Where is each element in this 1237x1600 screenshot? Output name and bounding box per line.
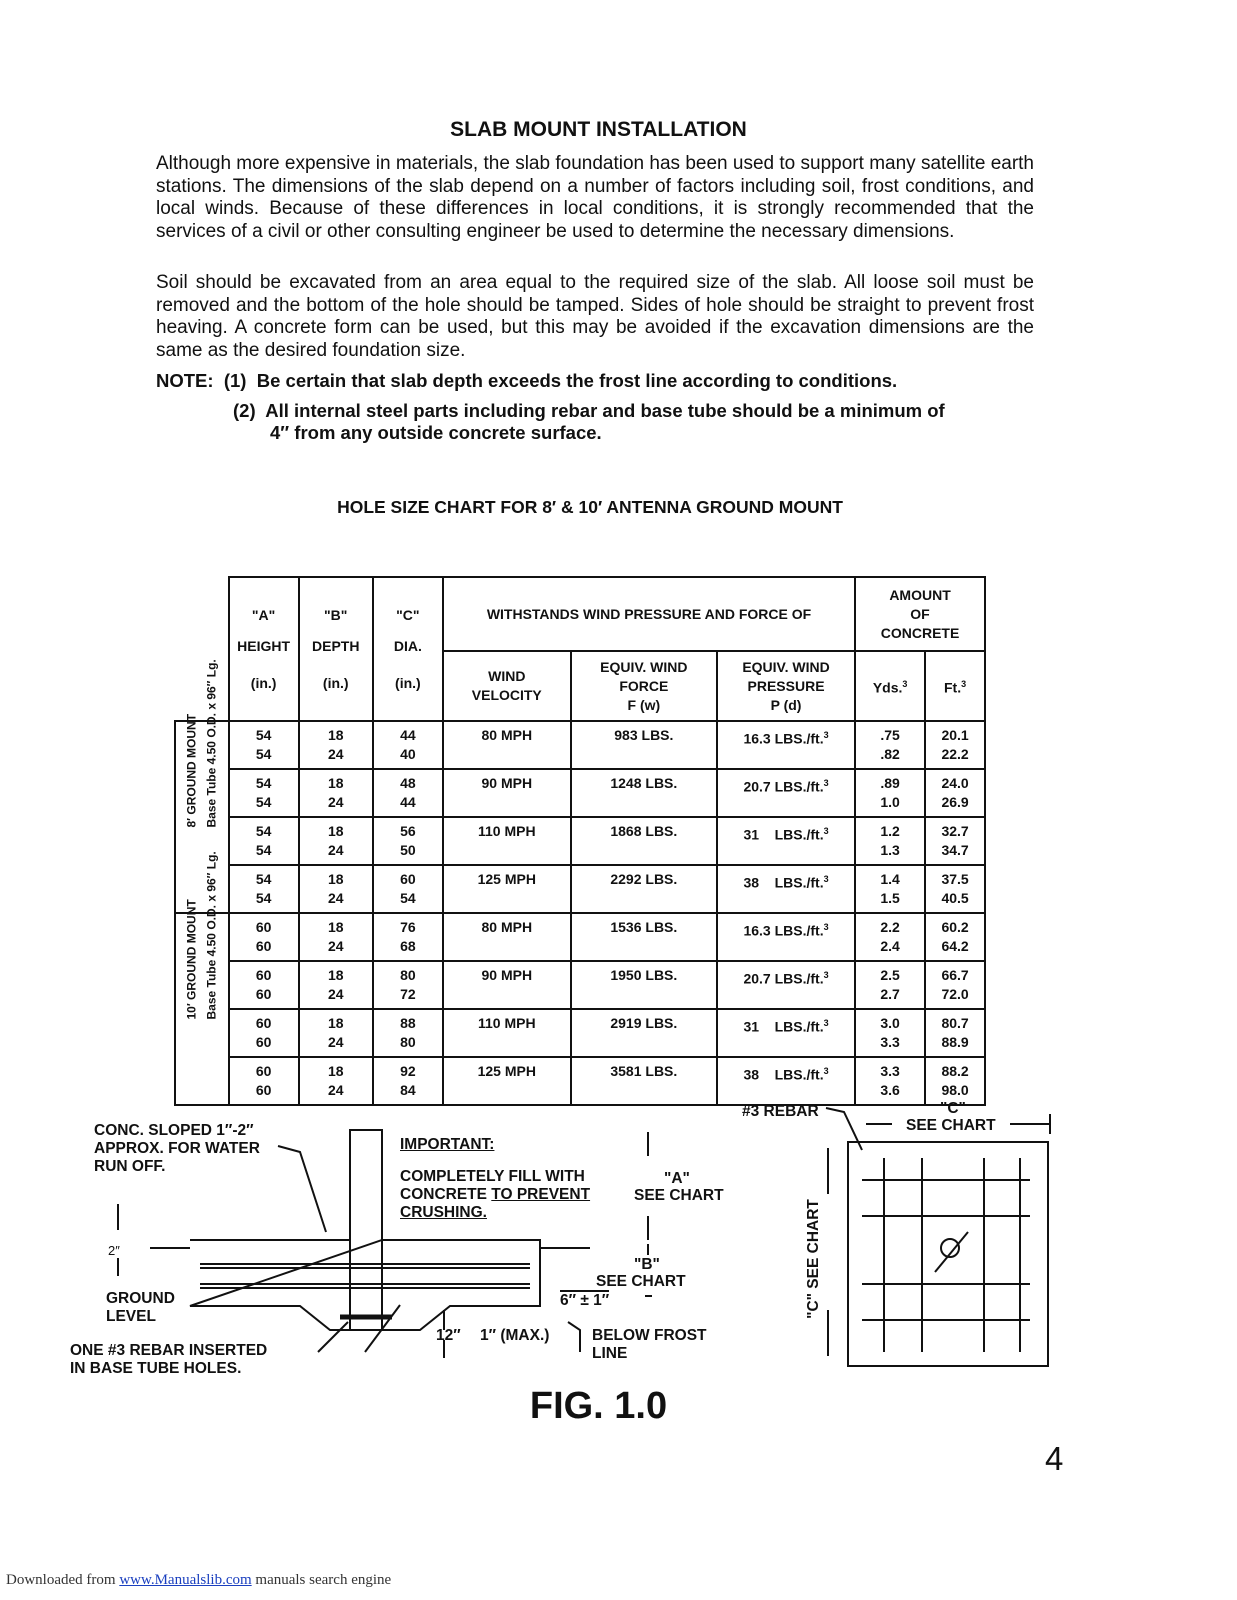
cell-c: [373, 769, 443, 817]
cell-force-value: 1868 LBS.: [610, 823, 678, 839]
cell-yds: [855, 913, 925, 961]
cell-a: [229, 913, 299, 961]
cell-ft: [925, 913, 985, 961]
group-label-line1: 10′ GROUND MOUNT: [184, 898, 199, 1019]
rebar-insert-leader: [318, 1305, 400, 1352]
cell-force-value: 983 LBS.: [614, 727, 674, 743]
cell-force: [571, 1009, 717, 1057]
cell-force: [571, 865, 717, 913]
footer: [6, 1572, 391, 1589]
cell-b-value: 18 24: [327, 775, 344, 810]
cell-press: [717, 1009, 855, 1057]
header-a-unit: (in.): [250, 674, 277, 691]
cell-b-value: 18 24: [327, 967, 344, 1002]
six-inch-label: 6″ ± 1″: [560, 1292, 610, 1309]
note-item-2-number: (2): [233, 400, 256, 421]
header-b-label: "B": [324, 606, 348, 623]
header-height: [229, 577, 299, 721]
note-item-1-text: Be certain that slab depth exceeds the frost line according to conditions.: [256, 370, 898, 391]
group-label: [175, 658, 229, 913]
header-yds-text: Yds.: [872, 679, 903, 696]
cell-press-value: 38 LBS./ft.: [743, 874, 824, 891]
cell-press-sup: 3: [823, 826, 829, 836]
cell-b-value: 18 24: [327, 871, 344, 906]
header-equiv-force: [571, 651, 717, 721]
cell-press: [717, 913, 855, 961]
cell-a: [229, 1009, 299, 1057]
cell-press-sup: 3: [823, 922, 829, 932]
cell-vel: [443, 817, 571, 865]
footer-suffix: manuals search engine: [251, 1572, 392, 1588]
cell-force: [571, 913, 717, 961]
header-a-label: "A": [251, 606, 276, 623]
cell-vel-value: 110 MPH: [477, 1015, 536, 1031]
cell-ft: [925, 961, 985, 1009]
frost-line1: BELOW FROST: [592, 1327, 707, 1344]
excavation-paragraph: Soil should be excavated from an area equal to the required size of the slab. All loose soil must be removed and the bottom of the hole should be tamped. Sides of hole should be straight to prevent frost heaving. A concrete form can be used, but this may be avoided if the excavation dimensions are the same as the desired foundation size.: [156, 272, 1034, 361]
cell-c: [373, 961, 443, 1009]
cell-b: [299, 913, 373, 961]
cell-a: [229, 817, 299, 865]
fill-line2a: CONCRETE: [400, 1186, 492, 1203]
twelve-inch-label: 12″: [436, 1327, 461, 1344]
cell-vel: [443, 913, 571, 961]
cell-force: [571, 817, 717, 865]
cell-a-value: 54 54: [255, 775, 272, 810]
note-item-1: [156, 370, 897, 392]
rebar-inserted-label: [70, 1342, 267, 1378]
footer-prefix: Downloaded from: [6, 1572, 120, 1588]
cell-a-value: 54 54: [255, 727, 272, 762]
header-depth: [299, 577, 373, 721]
table-row: [175, 913, 985, 961]
cell-yds: [855, 721, 925, 769]
cell-yds-value: 1.2 1.3: [880, 823, 900, 858]
cell-ft-value: 66.7 72.0: [941, 967, 969, 1002]
cell-a-value: 60 60: [255, 1063, 272, 1098]
cell-vel-value: 110 MPH: [477, 823, 536, 839]
conc-sloped-line1: CONC. SLOPED 1″-2″: [94, 1122, 254, 1139]
cell-press-value: 16.3 LBS./ft.: [743, 922, 824, 939]
header-wind-velocity: [443, 651, 571, 721]
cell-b-value: 18 24: [327, 1063, 344, 1098]
cell-ft: [925, 1009, 985, 1057]
cell-b-value: 18 24: [327, 727, 344, 762]
group-label: [175, 850, 229, 1105]
cell-force-value: 1536 LBS.: [610, 919, 678, 935]
note-item-1-number: (1): [223, 370, 247, 391]
cell-b: [299, 721, 373, 769]
note-prefix: NOTE:: [156, 370, 214, 391]
cell-c: [373, 1009, 443, 1057]
cell-vel: [443, 961, 571, 1009]
cell-vel-value: 90 MPH: [481, 967, 533, 983]
cell-vel-value: 80 MPH: [481, 919, 533, 935]
cell-press: [717, 721, 855, 769]
cell-a-value: 60 60: [255, 967, 272, 1002]
cell-press-sup: 3: [823, 970, 829, 980]
cell-press-value: 31 LBS./ft.: [743, 826, 824, 843]
footer-link[interactable]: www.Manualslib.com: [119, 1572, 252, 1588]
cell-yds: [855, 961, 925, 1009]
cell-press-value: 16.3 LBS./ft.: [743, 730, 824, 747]
note-item-2-text-line1: All internal steel parts including rebar and base tube should be a minimum of: [265, 400, 945, 421]
cell-yds-value: 1.4 1.5: [880, 871, 900, 906]
cell-b: [299, 865, 373, 913]
below-frost-label: [592, 1327, 707, 1363]
fill-line3: CRUSHING.: [400, 1204, 487, 1221]
header-a-sub: HEIGHT: [237, 637, 291, 654]
conc-sloped-line3: RUN OFF.: [94, 1158, 166, 1175]
header-equiv-pressure-text: EQUIV. WIND PRESSURE: [742, 658, 830, 694]
header-c-sub: DIA.: [393, 637, 422, 654]
cell-yds-value: .89 1.0: [880, 775, 900, 810]
cell-force-value: 1950 LBS.: [610, 967, 678, 983]
cell-a-value: 60 60: [255, 1015, 272, 1050]
cell-ft: [925, 817, 985, 865]
cell-c: [373, 865, 443, 913]
rebar-leader: [826, 1108, 862, 1150]
cell-force-value: 3581 LBS.: [610, 1063, 678, 1079]
table-row: [175, 769, 985, 817]
cell-yds: [855, 769, 925, 817]
cell-c-value: 88 80: [400, 1015, 416, 1050]
cell-ft-value: 88.2 98.0: [941, 1063, 969, 1098]
cell-b-value: 18 24: [327, 823, 344, 858]
header-c-label: "C": [396, 606, 420, 623]
cell-c-value: 48 44: [400, 775, 416, 810]
header-yds: [855, 651, 925, 721]
table-row: [175, 721, 985, 769]
ground-level-label: [106, 1290, 175, 1326]
cell-press-value: 20.7 LBS./ft.: [743, 970, 824, 987]
cell-vel: [443, 865, 571, 913]
header-yds-sup: 3: [902, 678, 908, 689]
cell-yds: [855, 1009, 925, 1057]
cell-force: [571, 769, 717, 817]
frost-line2: LINE: [592, 1345, 628, 1362]
two-inch-label: 2″: [108, 1243, 120, 1258]
cell-press: [717, 769, 855, 817]
fill-instruction: [400, 1168, 590, 1222]
group-label-line2: Base Tube 4.50 O.D. x 96″ Lg.: [204, 850, 219, 1019]
cell-ft: [925, 769, 985, 817]
cell-c-value: 56 50: [400, 823, 416, 858]
table-row: [175, 961, 985, 1009]
group-label-line2: Base Tube 4.50 O.D. x 96″ Lg.: [204, 658, 219, 827]
cell-a-value: 54 54: [255, 871, 272, 906]
note-item-2-text-line2: 4″ from any outside concrete surface.: [270, 422, 602, 443]
cell-force-value: 1248 LBS.: [610, 775, 678, 791]
cell-vel-value: 90 MPH: [481, 775, 533, 791]
fill-line2b: TO PREVENT: [491, 1186, 591, 1203]
header-equiv-force-sub: F (w): [627, 696, 661, 713]
important-label: IMPORTANT:: [400, 1136, 495, 1153]
cell-c: [373, 817, 443, 865]
cell-vel: [443, 1009, 571, 1057]
cell-yds-value: 3.3 3.6: [880, 1063, 900, 1098]
cell-ft-value: 20.1 22.2: [941, 727, 969, 762]
cell-press-value: 38 LBS./ft.: [743, 1066, 824, 1083]
header-b-sub: DEPTH: [312, 637, 360, 654]
cell-force: [571, 721, 717, 769]
rebar-inserted-line2: IN BASE TUBE HOLES.: [70, 1360, 242, 1377]
b-see-chart: SEE CHART: [596, 1273, 686, 1290]
a-see-chart: SEE CHART: [634, 1187, 724, 1204]
plan-view-outline: [848, 1142, 1048, 1366]
cell-yds-value: 3.0 3.3: [880, 1015, 900, 1050]
page-title: SLAB MOUNT INSTALLATION: [450, 118, 747, 141]
cell-a: [229, 769, 299, 817]
figure-caption: FIG. 1.0: [529, 1385, 668, 1427]
page-number: 4: [1045, 1440, 1064, 1477]
table-row: [175, 1009, 985, 1057]
cell-b-value: 18 24: [327, 919, 344, 954]
cell-c-value: 80 72: [400, 967, 416, 1002]
cell-press: [717, 865, 855, 913]
cell-c: [373, 721, 443, 769]
group-label-line1: 8′ GROUND MOUNT: [184, 713, 199, 827]
ground-line1: GROUND: [106, 1290, 175, 1307]
cell-b: [299, 769, 373, 817]
cell-vel: [443, 721, 571, 769]
cell-a-value: 54 54: [255, 823, 272, 858]
header-concrete-text: AMOUNT OF CONCRETE: [880, 586, 960, 641]
cell-vel-value: 125 MPH: [477, 1063, 536, 1079]
rebar3-label: #3 REBAR: [742, 1103, 819, 1120]
cell-c-value: 76 68: [400, 919, 416, 954]
header-wind-velocity-text: WIND VELOCITY: [471, 668, 542, 703]
hole-size-table: [174, 576, 986, 1106]
cell-c-value: 60 54: [400, 871, 416, 906]
cell-press: [717, 817, 855, 865]
chart-title: HOLE SIZE CHART FOR 8′ & 10′ ANTENNA GROUND MOUNT: [337, 497, 843, 517]
table-row: [175, 865, 985, 913]
header-dia: [373, 577, 443, 721]
cell-press-sup: 3: [823, 778, 829, 788]
cell-press-sup: 3: [823, 874, 829, 884]
cell-ft-value: 80.7 88.9: [941, 1015, 969, 1050]
cell-vel: [443, 769, 571, 817]
one-max-label: 1″ (MAX.): [480, 1327, 550, 1344]
cell-b: [299, 961, 373, 1009]
c-see-chart: SEE CHART: [906, 1117, 996, 1134]
cell-press-sup: 3: [823, 730, 829, 740]
table-corner: [175, 577, 229, 721]
intro-paragraph: Although more expensive in materials, the slab foundation has been used to support many satellite earth stations. The dimensions of the slab depend on a number of factors including soil, frost conditions, and local winds. Because of these differences in local conditions, it is strongly recommended that the services of a civil or other consulting engineer be used to determine the necessary dimensions.: [156, 153, 1034, 242]
header-ft: [925, 651, 985, 721]
base-tube: [350, 1130, 382, 1330]
a-label: "A": [664, 1170, 690, 1187]
conc-sloped-label: [94, 1122, 260, 1176]
cell-a: [229, 865, 299, 913]
table-row: [175, 817, 985, 865]
b-label: "B": [634, 1256, 660, 1273]
cell-vel-value: 125 MPH: [477, 871, 536, 887]
cell-ft-value: 24.0 26.9: [941, 775, 969, 810]
header-ft-sup: 3: [961, 678, 967, 689]
cell-ft-value: 37.5 40.5: [941, 871, 969, 906]
cell-ft-value: 60.2 64.2: [941, 919, 969, 954]
cell-b-value: 18 24: [327, 1015, 344, 1050]
cell-c-value: 44 40: [400, 727, 416, 762]
fill-line1: COMPLETELY FILL WITH: [400, 1168, 585, 1185]
header-equiv-pressure: [717, 651, 855, 721]
cell-a: [229, 961, 299, 1009]
header-ft-text: Ft.: [944, 679, 962, 696]
cell-ft: [925, 865, 985, 913]
header-concrete-group: [855, 577, 985, 651]
cell-ft-value: 32.7 34.7: [941, 823, 969, 858]
cell-press-value: 31 LBS./ft.: [743, 1018, 824, 1035]
cell-vel-value: 80 MPH: [481, 727, 533, 743]
cell-b: [299, 817, 373, 865]
cell-press-sup: 3: [823, 1066, 829, 1076]
cell-b: [299, 1009, 373, 1057]
cell-press: [717, 961, 855, 1009]
cell-c: [373, 913, 443, 961]
cell-yds-value: 2.5 2.7: [880, 967, 900, 1002]
ground-line2: LEVEL: [106, 1308, 156, 1325]
frost-leader: [568, 1322, 580, 1352]
cell-yds-value: 2.2 2.4: [880, 919, 900, 954]
cell-force: [571, 961, 717, 1009]
header-b-unit: (in.): [322, 674, 349, 691]
cell-yds: [855, 865, 925, 913]
plan-inserted-rebar: [935, 1232, 968, 1272]
cell-yds: [855, 817, 925, 865]
header-wind-group: WITHSTANDS WIND PRESSURE AND FORCE OF: [443, 577, 855, 651]
cell-a-value: 60 60: [255, 919, 272, 954]
c-vertical-label: "C" SEE CHART: [805, 1199, 822, 1319]
cell-force-value: 2292 LBS.: [610, 871, 678, 887]
cell-ft: [925, 721, 985, 769]
slope-leader: [278, 1146, 326, 1232]
c-label: "C": [940, 1100, 966, 1117]
header-equiv-force-text: EQUIV. WIND FORCE: [600, 658, 688, 694]
conc-sloped-line2: APPROX. FOR WATER: [94, 1140, 260, 1157]
cell-c-value: 92 84: [400, 1063, 416, 1098]
header-equiv-pressure-sub: P (d): [770, 696, 802, 713]
header-c-unit: (in.): [395, 674, 421, 691]
cell-press-value: 20.7 LBS./ft.: [743, 778, 824, 795]
rebar-inserted-line1: ONE #3 REBAR INSERTED: [70, 1342, 268, 1359]
cell-press-sup: 3: [823, 1018, 829, 1028]
cell-yds-value: .75 .82: [880, 727, 900, 762]
cell-force-value: 2919 LBS.: [610, 1015, 678, 1031]
note-item-2: [233, 400, 1033, 444]
cell-a: [229, 721, 299, 769]
